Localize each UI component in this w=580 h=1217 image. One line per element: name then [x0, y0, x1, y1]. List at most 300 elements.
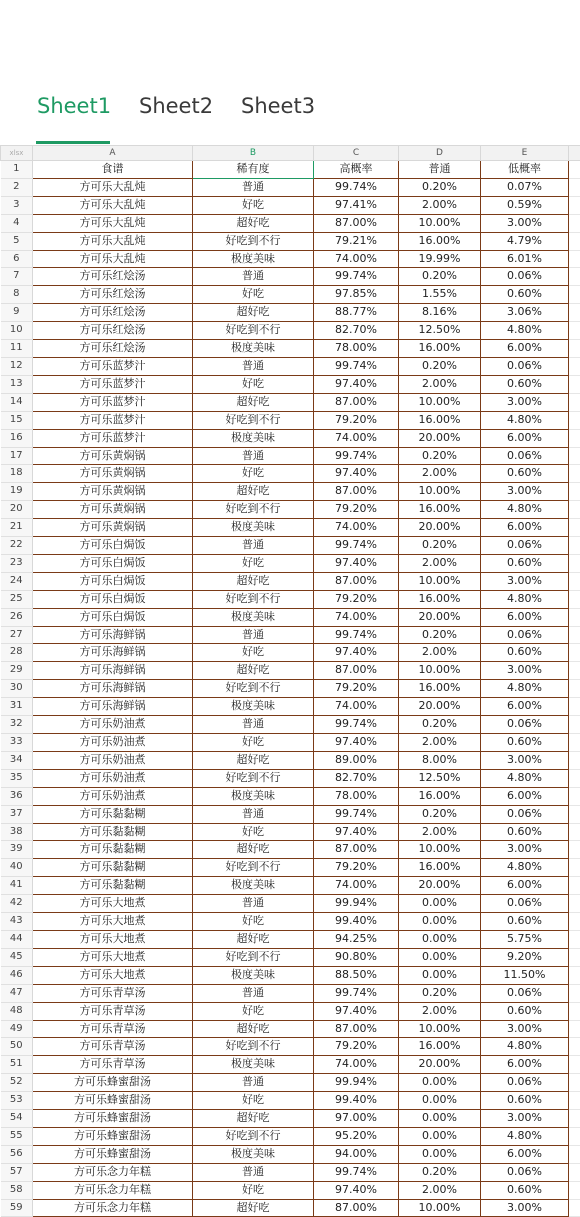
- cell-a2[interactable]: 方可乐大乱炖: [33, 178, 193, 196]
- cell-d15[interactable]: 16.00%: [399, 411, 481, 429]
- cell-b49[interactable]: 超好吃: [193, 1020, 314, 1038]
- cell-b37[interactable]: 普通: [193, 805, 314, 823]
- cell-e40[interactable]: 4.80%: [481, 859, 569, 877]
- cell-e27[interactable]: 0.06%: [481, 626, 569, 644]
- cell-d48[interactable]: 2.00%: [399, 1002, 481, 1020]
- cell-b6[interactable]: 极度美味: [193, 250, 314, 268]
- cell-e31[interactable]: 6.00%: [481, 698, 569, 716]
- cell-c7[interactable]: 99.74%: [314, 268, 399, 286]
- cell-d11[interactable]: 16.00%: [399, 340, 481, 358]
- cell-b14[interactable]: 超好吃: [193, 393, 314, 411]
- cell-a41[interactable]: 方可乐黏黏糊: [33, 877, 193, 895]
- cell-e54[interactable]: 3.00%: [481, 1110, 569, 1128]
- cell-d8[interactable]: 1.55%: [399, 286, 481, 304]
- cell-e38[interactable]: 0.60%: [481, 823, 569, 841]
- empty-cell[interactable]: [569, 340, 580, 358]
- cell-c29[interactable]: 87.00%: [314, 662, 399, 680]
- cell-c42[interactable]: 99.94%: [314, 895, 399, 913]
- cell-b18[interactable]: 好吃: [193, 465, 314, 483]
- cell-c46[interactable]: 88.50%: [314, 966, 399, 984]
- cell-e22[interactable]: 0.06%: [481, 537, 569, 555]
- empty-cell[interactable]: [569, 1110, 580, 1128]
- cell-e16[interactable]: 6.00%: [481, 429, 569, 447]
- cell-c3[interactable]: 97.41%: [314, 196, 399, 214]
- cell-a55[interactable]: 方可乐蜂蜜甜汤: [33, 1127, 193, 1145]
- cell-e43[interactable]: 0.60%: [481, 913, 569, 931]
- cell-d17[interactable]: 0.20%: [399, 447, 481, 465]
- cell-c44[interactable]: 94.25%: [314, 930, 399, 948]
- cell-e17[interactable]: 0.06%: [481, 447, 569, 465]
- cell-c31[interactable]: 74.00%: [314, 698, 399, 716]
- empty-cell[interactable]: [569, 948, 580, 966]
- cell-d39[interactable]: 10.00%: [399, 841, 481, 859]
- cell-e18[interactable]: 0.60%: [481, 465, 569, 483]
- cell-b34[interactable]: 超好吃: [193, 751, 314, 769]
- empty-cell[interactable]: [569, 322, 580, 340]
- cell-e24[interactable]: 3.00%: [481, 572, 569, 590]
- row-header[interactable]: 56: [1, 1145, 33, 1163]
- cell-c54[interactable]: 97.00%: [314, 1110, 399, 1128]
- cell-d57[interactable]: 0.20%: [399, 1163, 481, 1181]
- cell-e3[interactable]: 0.59%: [481, 196, 569, 214]
- cell-a18[interactable]: 方可乐黄焖锅: [33, 465, 193, 483]
- cell-c16[interactable]: 74.00%: [314, 429, 399, 447]
- cell-b5[interactable]: 好吃到不行: [193, 232, 314, 250]
- cell-e34[interactable]: 3.00%: [481, 751, 569, 769]
- cell-b44[interactable]: 超好吃: [193, 930, 314, 948]
- cell-d47[interactable]: 0.20%: [399, 984, 481, 1002]
- empty-cell[interactable]: [569, 1038, 580, 1056]
- cell-a39[interactable]: 方可乐黏黏糊: [33, 841, 193, 859]
- row-header[interactable]: 55: [1, 1127, 33, 1145]
- cell-b9[interactable]: 超好吃: [193, 304, 314, 322]
- cell-a53[interactable]: 方可乐蜂蜜甜汤: [33, 1092, 193, 1110]
- cell-e21[interactable]: 6.00%: [481, 519, 569, 537]
- cell-a52[interactable]: 方可乐蜂蜜甜汤: [33, 1074, 193, 1092]
- row-header[interactable]: 49: [1, 1020, 33, 1038]
- cell-c13[interactable]: 97.40%: [314, 375, 399, 393]
- row-header[interactable]: 19: [1, 483, 33, 501]
- cell-d31[interactable]: 20.00%: [399, 698, 481, 716]
- cell-d30[interactable]: 16.00%: [399, 680, 481, 698]
- empty-cell[interactable]: [569, 250, 580, 268]
- cell-d7[interactable]: 0.20%: [399, 268, 481, 286]
- cell-a15[interactable]: 方可乐蓝梦汁: [33, 411, 193, 429]
- cell-c1[interactable]: 高概率: [314, 161, 399, 179]
- cell-e58[interactable]: 0.60%: [481, 1181, 569, 1199]
- cell-e10[interactable]: 4.80%: [481, 322, 569, 340]
- empty-cell[interactable]: [569, 859, 580, 877]
- cell-d32[interactable]: 0.20%: [399, 716, 481, 734]
- cell-a10[interactable]: 方可乐红烩汤: [33, 322, 193, 340]
- cell-a36[interactable]: 方可乐奶油煮: [33, 787, 193, 805]
- cell-a47[interactable]: 方可乐青草汤: [33, 984, 193, 1002]
- empty-cell[interactable]: [569, 1074, 580, 1092]
- empty-cell[interactable]: [569, 1199, 580, 1217]
- row-header[interactable]: 17: [1, 447, 33, 465]
- cell-d41[interactable]: 20.00%: [399, 877, 481, 895]
- cell-c18[interactable]: 97.40%: [314, 465, 399, 483]
- cell-b47[interactable]: 普通: [193, 984, 314, 1002]
- cell-b3[interactable]: 好吃: [193, 196, 314, 214]
- row-header[interactable]: 28: [1, 644, 33, 662]
- select-all-corner[interactable]: xlsx: [1, 146, 33, 161]
- cell-a21[interactable]: 方可乐黄焖锅: [33, 519, 193, 537]
- cell-d24[interactable]: 10.00%: [399, 572, 481, 590]
- row-header[interactable]: 25: [1, 590, 33, 608]
- empty-cell[interactable]: [569, 429, 580, 447]
- cell-a54[interactable]: 方可乐蜂蜜甜汤: [33, 1110, 193, 1128]
- cell-d27[interactable]: 0.20%: [399, 626, 481, 644]
- cell-c38[interactable]: 97.40%: [314, 823, 399, 841]
- cell-b46[interactable]: 极度美味: [193, 966, 314, 984]
- empty-cell[interactable]: [569, 1181, 580, 1199]
- cell-d35[interactable]: 12.50%: [399, 769, 481, 787]
- cell-b41[interactable]: 极度美味: [193, 877, 314, 895]
- empty-cell[interactable]: [569, 590, 580, 608]
- empty-cell[interactable]: [569, 286, 580, 304]
- cell-c9[interactable]: 88.77%: [314, 304, 399, 322]
- cell-c57[interactable]: 99.74%: [314, 1163, 399, 1181]
- row-header[interactable]: 50: [1, 1038, 33, 1056]
- cell-b13[interactable]: 好吃: [193, 375, 314, 393]
- column-header-c[interactable]: C: [314, 146, 399, 161]
- cell-a14[interactable]: 方可乐蓝梦汁: [33, 393, 193, 411]
- cell-d18[interactable]: 2.00%: [399, 465, 481, 483]
- row-header[interactable]: 4: [1, 214, 33, 232]
- cell-a4[interactable]: 方可乐大乱炖: [33, 214, 193, 232]
- row-header[interactable]: 31: [1, 698, 33, 716]
- cell-b32[interactable]: 普通: [193, 716, 314, 734]
- empty-cell[interactable]: [569, 1056, 580, 1074]
- cell-a6[interactable]: 方可乐大乱炖: [33, 250, 193, 268]
- empty-cell[interactable]: [569, 1092, 580, 1110]
- cell-a29[interactable]: 方可乐海鲜锅: [33, 662, 193, 680]
- empty-cell[interactable]: [569, 913, 580, 931]
- cell-b23[interactable]: 好吃: [193, 554, 314, 572]
- cell-a59[interactable]: 方可乐念力年糕: [33, 1199, 193, 1217]
- cell-a23[interactable]: 方可乐白焗饭: [33, 554, 193, 572]
- cell-c24[interactable]: 87.00%: [314, 572, 399, 590]
- empty-cell[interactable]: [569, 214, 580, 232]
- cell-a50[interactable]: 方可乐青草汤: [33, 1038, 193, 1056]
- empty-cell[interactable]: [569, 823, 580, 841]
- empty-cell[interactable]: [569, 1145, 580, 1163]
- cell-e14[interactable]: 3.00%: [481, 393, 569, 411]
- cell-b28[interactable]: 好吃: [193, 644, 314, 662]
- cell-e47[interactable]: 0.06%: [481, 984, 569, 1002]
- cell-d59[interactable]: 10.00%: [399, 1199, 481, 1217]
- row-header[interactable]: 27: [1, 626, 33, 644]
- cell-c34[interactable]: 89.00%: [314, 751, 399, 769]
- cell-c30[interactable]: 79.20%: [314, 680, 399, 698]
- cell-a51[interactable]: 方可乐青草汤: [33, 1056, 193, 1074]
- cell-c8[interactable]: 97.85%: [314, 286, 399, 304]
- cell-e35[interactable]: 4.80%: [481, 769, 569, 787]
- empty-cell[interactable]: [569, 895, 580, 913]
- empty-cell[interactable]: [569, 984, 580, 1002]
- cell-a26[interactable]: 方可乐白焗饭: [33, 608, 193, 626]
- cell-d36[interactable]: 16.00%: [399, 787, 481, 805]
- row-header[interactable]: 13: [1, 375, 33, 393]
- cell-b42[interactable]: 普通: [193, 895, 314, 913]
- row-header[interactable]: 38: [1, 823, 33, 841]
- cell-a30[interactable]: 方可乐海鲜锅: [33, 680, 193, 698]
- cell-b22[interactable]: 普通: [193, 537, 314, 555]
- cell-e53[interactable]: 0.60%: [481, 1092, 569, 1110]
- cell-e30[interactable]: 4.80%: [481, 680, 569, 698]
- empty-cell[interactable]: [569, 966, 580, 984]
- empty-cell[interactable]: [569, 304, 580, 322]
- cell-d1[interactable]: 普通: [399, 161, 481, 179]
- cell-a12[interactable]: 方可乐蓝梦汁: [33, 357, 193, 375]
- row-header[interactable]: 43: [1, 913, 33, 931]
- cell-e1[interactable]: 低概率: [481, 161, 569, 179]
- cell-e25[interactable]: 4.80%: [481, 590, 569, 608]
- cell-e9[interactable]: 3.06%: [481, 304, 569, 322]
- column-header-d[interactable]: D: [399, 146, 481, 161]
- cell-a32[interactable]: 方可乐奶油煮: [33, 716, 193, 734]
- cell-a1[interactable]: 食谱: [33, 161, 193, 179]
- cell-d58[interactable]: 2.00%: [399, 1181, 481, 1199]
- cell-d5[interactable]: 16.00%: [399, 232, 481, 250]
- cell-c33[interactable]: 97.40%: [314, 734, 399, 752]
- cell-b52[interactable]: 普通: [193, 1074, 314, 1092]
- cell-e4[interactable]: 3.00%: [481, 214, 569, 232]
- cell-c14[interactable]: 87.00%: [314, 393, 399, 411]
- cell-e6[interactable]: 6.01%: [481, 250, 569, 268]
- cell-b35[interactable]: 好吃到不行: [193, 769, 314, 787]
- cell-b43[interactable]: 好吃: [193, 913, 314, 931]
- column-header-a[interactable]: A: [33, 146, 193, 161]
- row-header[interactable]: 46: [1, 966, 33, 984]
- cell-e13[interactable]: 0.60%: [481, 375, 569, 393]
- cell-d38[interactable]: 2.00%: [399, 823, 481, 841]
- cell-b19[interactable]: 超好吃: [193, 483, 314, 501]
- row-header[interactable]: 48: [1, 1002, 33, 1020]
- tab-sheet3[interactable]: Sheet3: [241, 94, 315, 118]
- row-header[interactable]: 52: [1, 1074, 33, 1092]
- empty-cell[interactable]: [569, 1163, 580, 1181]
- row-header[interactable]: 58: [1, 1181, 33, 1199]
- empty-cell[interactable]: [569, 465, 580, 483]
- cell-e42[interactable]: 0.06%: [481, 895, 569, 913]
- empty-cell[interactable]: [569, 411, 580, 429]
- cell-d40[interactable]: 16.00%: [399, 859, 481, 877]
- cell-e8[interactable]: 0.60%: [481, 286, 569, 304]
- cell-b40[interactable]: 好吃到不行: [193, 859, 314, 877]
- cell-b26[interactable]: 极度美味: [193, 608, 314, 626]
- row-header[interactable]: 1: [1, 161, 33, 179]
- cell-a11[interactable]: 方可乐红烩汤: [33, 340, 193, 358]
- cell-c45[interactable]: 90.80%: [314, 948, 399, 966]
- cell-d44[interactable]: 0.00%: [399, 930, 481, 948]
- cell-a19[interactable]: 方可乐黄焖锅: [33, 483, 193, 501]
- column-header-b[interactable]: B: [193, 146, 314, 161]
- empty-cell[interactable]: [569, 232, 580, 250]
- cell-a40[interactable]: 方可乐黏黏糊: [33, 859, 193, 877]
- row-header[interactable]: 37: [1, 805, 33, 823]
- empty-cell[interactable]: [569, 483, 580, 501]
- cell-b55[interactable]: 好吃到不行: [193, 1127, 314, 1145]
- row-header[interactable]: 42: [1, 895, 33, 913]
- empty-cell[interactable]: [569, 841, 580, 859]
- row-header[interactable]: 11: [1, 340, 33, 358]
- cell-e33[interactable]: 0.60%: [481, 734, 569, 752]
- cell-c59[interactable]: 87.00%: [314, 1199, 399, 1217]
- empty-cell[interactable]: [569, 662, 580, 680]
- cell-e46[interactable]: 11.50%: [481, 966, 569, 984]
- cell-a44[interactable]: 方可乐大地煮: [33, 930, 193, 948]
- cell-b33[interactable]: 好吃: [193, 734, 314, 752]
- cell-c2[interactable]: 99.74%: [314, 178, 399, 196]
- cell-d43[interactable]: 0.00%: [399, 913, 481, 931]
- cell-d42[interactable]: 0.00%: [399, 895, 481, 913]
- cell-a37[interactable]: 方可乐黏黏糊: [33, 805, 193, 823]
- cell-c43[interactable]: 99.40%: [314, 913, 399, 931]
- row-header[interactable]: 33: [1, 734, 33, 752]
- cell-a31[interactable]: 方可乐海鲜锅: [33, 698, 193, 716]
- cell-a8[interactable]: 方可乐红烩汤: [33, 286, 193, 304]
- cell-d56[interactable]: 0.00%: [399, 1145, 481, 1163]
- cell-e15[interactable]: 4.80%: [481, 411, 569, 429]
- empty-cell[interactable]: [569, 751, 580, 769]
- cell-e50[interactable]: 4.80%: [481, 1038, 569, 1056]
- row-header[interactable]: 54: [1, 1110, 33, 1128]
- row-header[interactable]: 16: [1, 429, 33, 447]
- row-header[interactable]: 2: [1, 178, 33, 196]
- cell-c5[interactable]: 79.21%: [314, 232, 399, 250]
- cell-c23[interactable]: 97.40%: [314, 554, 399, 572]
- empty-cell[interactable]: [569, 787, 580, 805]
- cell-d54[interactable]: 0.00%: [399, 1110, 481, 1128]
- empty-cell[interactable]: [569, 447, 580, 465]
- row-header[interactable]: 35: [1, 769, 33, 787]
- cell-b29[interactable]: 超好吃: [193, 662, 314, 680]
- empty-cell[interactable]: [569, 877, 580, 895]
- row-header[interactable]: 24: [1, 572, 33, 590]
- cell-c21[interactable]: 74.00%: [314, 519, 399, 537]
- cell-e48[interactable]: 0.60%: [481, 1002, 569, 1020]
- empty-cell[interactable]: [569, 734, 580, 752]
- cell-b10[interactable]: 好吃到不行: [193, 322, 314, 340]
- cell-b53[interactable]: 好吃: [193, 1092, 314, 1110]
- cell-e51[interactable]: 6.00%: [481, 1056, 569, 1074]
- row-header[interactable]: 39: [1, 841, 33, 859]
- cell-b15[interactable]: 好吃到不行: [193, 411, 314, 429]
- empty-cell[interactable]: [569, 178, 580, 196]
- cell-e12[interactable]: 0.06%: [481, 357, 569, 375]
- cell-e56[interactable]: 6.00%: [481, 1145, 569, 1163]
- cell-d22[interactable]: 0.20%: [399, 537, 481, 555]
- cell-b50[interactable]: 好吃到不行: [193, 1038, 314, 1056]
- cell-e5[interactable]: 4.79%: [481, 232, 569, 250]
- empty-cell[interactable]: [569, 519, 580, 537]
- cell-d3[interactable]: 2.00%: [399, 196, 481, 214]
- cell-c35[interactable]: 82.70%: [314, 769, 399, 787]
- cell-d53[interactable]: 0.00%: [399, 1092, 481, 1110]
- cell-c20[interactable]: 79.20%: [314, 501, 399, 519]
- cell-b25[interactable]: 好吃到不行: [193, 590, 314, 608]
- cell-c51[interactable]: 74.00%: [314, 1056, 399, 1074]
- row-header[interactable]: 18: [1, 465, 33, 483]
- cell-d45[interactable]: 0.00%: [399, 948, 481, 966]
- cell-d9[interactable]: 8.16%: [399, 304, 481, 322]
- cell-e26[interactable]: 6.00%: [481, 608, 569, 626]
- cell-b27[interactable]: 普通: [193, 626, 314, 644]
- cell-a42[interactable]: 方可乐大地煮: [33, 895, 193, 913]
- row-header[interactable]: 44: [1, 930, 33, 948]
- cell-e41[interactable]: 6.00%: [481, 877, 569, 895]
- cell-d23[interactable]: 2.00%: [399, 554, 481, 572]
- cell-b2[interactable]: 普通: [193, 178, 314, 196]
- empty-cell[interactable]: [569, 196, 580, 214]
- cell-c22[interactable]: 99.74%: [314, 537, 399, 555]
- cell-d37[interactable]: 0.20%: [399, 805, 481, 823]
- cell-d51[interactable]: 20.00%: [399, 1056, 481, 1074]
- row-header[interactable]: 10: [1, 322, 33, 340]
- cell-b57[interactable]: 普通: [193, 1163, 314, 1181]
- cell-c15[interactable]: 79.20%: [314, 411, 399, 429]
- cell-b45[interactable]: 好吃到不行: [193, 948, 314, 966]
- row-header[interactable]: 59: [1, 1199, 33, 1217]
- cell-c49[interactable]: 87.00%: [314, 1020, 399, 1038]
- row-header[interactable]: 34: [1, 751, 33, 769]
- empty-cell[interactable]: [569, 1002, 580, 1020]
- row-header[interactable]: 21: [1, 519, 33, 537]
- cell-b48[interactable]: 好吃: [193, 1002, 314, 1020]
- cell-d50[interactable]: 16.00%: [399, 1038, 481, 1056]
- cell-d2[interactable]: 0.20%: [399, 178, 481, 196]
- cell-a33[interactable]: 方可乐奶油煮: [33, 734, 193, 752]
- cell-a46[interactable]: 方可乐大地煮: [33, 966, 193, 984]
- row-header[interactable]: 32: [1, 716, 33, 734]
- cell-c26[interactable]: 74.00%: [314, 608, 399, 626]
- cell-c27[interactable]: 99.74%: [314, 626, 399, 644]
- cell-d6[interactable]: 19.99%: [399, 250, 481, 268]
- empty-cell[interactable]: [569, 357, 580, 375]
- cell-c58[interactable]: 97.40%: [314, 1181, 399, 1199]
- row-header[interactable]: 3: [1, 196, 33, 214]
- cell-c40[interactable]: 79.20%: [314, 859, 399, 877]
- cell-a22[interactable]: 方可乐白焗饭: [33, 537, 193, 555]
- cell-b20[interactable]: 好吃到不行: [193, 501, 314, 519]
- row-header[interactable]: 8: [1, 286, 33, 304]
- cell-b7[interactable]: 普通: [193, 268, 314, 286]
- cell-d25[interactable]: 16.00%: [399, 590, 481, 608]
- cell-e57[interactable]: 0.06%: [481, 1163, 569, 1181]
- cell-a38[interactable]: 方可乐黏黏糊: [33, 823, 193, 841]
- cell-d21[interactable]: 20.00%: [399, 519, 481, 537]
- cell-c11[interactable]: 78.00%: [314, 340, 399, 358]
- cell-d52[interactable]: 0.00%: [399, 1074, 481, 1092]
- cell-b51[interactable]: 极度美味: [193, 1056, 314, 1074]
- row-header[interactable]: 14: [1, 393, 33, 411]
- row-header[interactable]: 40: [1, 859, 33, 877]
- cell-d33[interactable]: 2.00%: [399, 734, 481, 752]
- row-header[interactable]: 20: [1, 501, 33, 519]
- cell-d55[interactable]: 0.00%: [399, 1127, 481, 1145]
- cell-e19[interactable]: 3.00%: [481, 483, 569, 501]
- cell-d29[interactable]: 10.00%: [399, 662, 481, 680]
- cell-c37[interactable]: 99.74%: [314, 805, 399, 823]
- row-header[interactable]: 36: [1, 787, 33, 805]
- cell-a13[interactable]: 方可乐蓝梦汁: [33, 375, 193, 393]
- cell-b31[interactable]: 极度美味: [193, 698, 314, 716]
- cell-b54[interactable]: 超好吃: [193, 1110, 314, 1128]
- row-header[interactable]: 12: [1, 357, 33, 375]
- cell-a35[interactable]: 方可乐奶油煮: [33, 769, 193, 787]
